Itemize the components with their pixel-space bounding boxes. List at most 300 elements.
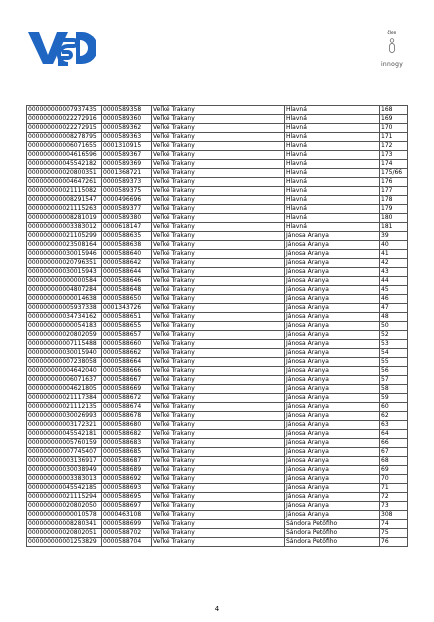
cell-house_number: 39	[380, 232, 408, 241]
table-row	[27, 124, 408, 133]
vsd-logo-icon	[26, 28, 96, 68]
cell-street: Veľké Trakany	[152, 304, 285, 313]
cell-house_number: 180	[380, 214, 408, 223]
cell-area: Hlavná	[285, 133, 380, 142]
cell-number: 0000588689	[102, 466, 152, 475]
cell-number: 0000588667	[102, 376, 152, 385]
cell-house_number: 179	[380, 205, 408, 214]
cell-eic: 000000000030026993	[27, 412, 102, 421]
cell-area: Jánosa Aranya	[285, 259, 380, 268]
table-row	[27, 268, 408, 277]
cell-area: Jánosa Aranya	[285, 268, 380, 277]
cell-area: Jánosa Aranya	[285, 439, 380, 448]
table-row	[27, 178, 408, 187]
cell-house_number: 178	[380, 196, 408, 205]
cell-house_number: 308	[380, 511, 408, 520]
cell-number: 0000588650	[102, 295, 152, 304]
cell-area: Jánosa Aranya	[285, 457, 380, 466]
cell-street: Veľké Trakany	[152, 394, 285, 403]
cell-house_number: 45	[380, 286, 408, 295]
cell-eic: 000000000000014638	[27, 295, 102, 304]
table-row	[27, 115, 408, 124]
table-row	[27, 457, 408, 466]
cell-house_number: 44	[380, 277, 408, 286]
cell-eic: 000000000008291547	[27, 196, 102, 205]
table-row	[27, 520, 408, 529]
cell-eic: 000000000030015943	[27, 268, 102, 277]
cell-eic: 000000000005937338	[27, 304, 102, 313]
cell-street: Veľké Trakany	[152, 259, 285, 268]
cell-area: Hlavná	[285, 124, 380, 133]
cell-number: 0000588687	[102, 457, 152, 466]
cell-eic: 000000000003383012	[27, 223, 102, 232]
cell-area: Jánosa Aranya	[285, 241, 380, 250]
cell-street: Veľké Trakany	[152, 277, 285, 286]
cell-street: Veľké Trakany	[152, 322, 285, 331]
cell-house_number: 58	[380, 385, 408, 394]
cell-house_number: 42	[380, 259, 408, 268]
partner-block	[372, 30, 412, 68]
table-row	[27, 430, 408, 439]
page-number: 4	[214, 605, 220, 613]
cell-eic: 000000000020802050	[27, 502, 102, 511]
cell-street: Veľké Trakany	[152, 484, 285, 493]
cell-house_number: 54	[380, 349, 408, 358]
cell-eic: 000000000021112135	[27, 403, 102, 412]
cell-number: 0000589380	[102, 214, 152, 223]
cell-house_number: 60	[380, 403, 408, 412]
cell-eic: 000000000045542182	[27, 160, 102, 169]
cell-area: Jánosa Aranya	[285, 295, 380, 304]
cell-street: Veľké Trakany	[152, 538, 285, 547]
cell-area: Jánosa Aranya	[285, 340, 380, 349]
cell-house_number: 174	[380, 160, 408, 169]
table-row	[27, 250, 408, 259]
table-row	[27, 502, 408, 511]
cell-house_number: 172	[380, 142, 408, 151]
cell-number: 0000588646	[102, 277, 152, 286]
cell-street: Veľké Trakany	[152, 502, 285, 511]
cell-house_number: 175/66	[380, 169, 408, 178]
cell-street: Veľké Trakany	[152, 232, 285, 241]
cell-street: Veľké Trakany	[152, 106, 285, 115]
cell-number: 0000588664	[102, 358, 152, 367]
cell-area: Jánosa Aranya	[285, 313, 380, 322]
cell-street: Veľké Trakany	[152, 196, 285, 205]
table-row	[27, 232, 408, 241]
cell-number: 0000588640	[102, 250, 152, 259]
cell-area: Jánosa Aranya	[285, 232, 380, 241]
cell-area: Jánosa Aranya	[285, 367, 380, 376]
table-row	[27, 205, 408, 214]
cell-street: Veľké Trakany	[152, 457, 285, 466]
cell-number: 0000588669	[102, 385, 152, 394]
cell-eic: 000000000020802051	[27, 529, 102, 538]
cell-number: 0000588662	[102, 349, 152, 358]
cell-house_number: 53	[380, 340, 408, 349]
cell-number: 0000588683	[102, 439, 152, 448]
cell-street: Veľké Trakany	[152, 214, 285, 223]
cell-eic: 000000000004647261	[27, 178, 102, 187]
cell-eic: 000000000021115294	[27, 493, 102, 502]
cell-house_number: 170	[380, 124, 408, 133]
cell-eic: 000000000008278795	[27, 133, 102, 142]
table-row	[27, 403, 408, 412]
cell-eic: 000000000006071637	[27, 376, 102, 385]
cell-eic: 000000000007745407	[27, 448, 102, 457]
table-row	[27, 475, 408, 484]
cell-house_number: 56	[380, 367, 408, 376]
cell-number: 0000588642	[102, 259, 152, 268]
cell-number: 0000588660	[102, 340, 152, 349]
cell-area: Jánosa Aranya	[285, 466, 380, 475]
cell-eic: 000000000021117384	[27, 394, 102, 403]
cell-area: Jánosa Aranya	[285, 349, 380, 358]
cell-street: Veľké Trakany	[152, 340, 285, 349]
cell-eic: 000000000000000584	[27, 277, 102, 286]
table-row	[27, 484, 408, 493]
cell-area: Sándora Petőfiho	[285, 520, 380, 529]
table-row	[27, 313, 408, 322]
table-row	[27, 448, 408, 457]
cell-number: 0000588699	[102, 520, 152, 529]
cell-street: Veľké Trakany	[152, 133, 285, 142]
cell-street: Veľké Trakany	[152, 529, 285, 538]
cell-house_number: 76	[380, 538, 408, 547]
table-row	[27, 385, 408, 394]
cell-eic: 000000000004642040	[27, 367, 102, 376]
table-row	[27, 340, 408, 349]
table-row	[27, 538, 408, 547]
cell-street: Veľké Trakany	[152, 403, 285, 412]
cell-street: Veľké Trakany	[152, 241, 285, 250]
table-row	[27, 367, 408, 376]
table-row	[27, 187, 408, 196]
cell-number: 0000618147	[102, 223, 152, 232]
table-row	[27, 493, 408, 502]
cell-number: 0000588672	[102, 394, 152, 403]
cell-house_number: 177	[380, 187, 408, 196]
cell-street: Veľké Trakany	[152, 223, 285, 232]
cell-number: 0000589367	[102, 151, 152, 160]
cell-eic: 000000000030015946	[27, 250, 102, 259]
table-row	[27, 151, 408, 160]
cell-area: Jánosa Aranya	[285, 322, 380, 331]
cell-area: Jánosa Aranya	[285, 394, 380, 403]
table-row	[27, 133, 408, 142]
cell-number: 0000588651	[102, 313, 152, 322]
cell-eic: 000000000021105299	[27, 232, 102, 241]
cell-street: Veľké Trakany	[152, 331, 285, 340]
cell-area: Hlavná	[285, 205, 380, 214]
cell-house_number: 70	[380, 475, 408, 484]
cell-area: Sándora Petőfiho	[285, 529, 380, 538]
cell-eic: 000000000007937435	[27, 106, 102, 115]
cell-street: Veľké Trakany	[152, 493, 285, 502]
cell-area: Jánosa Aranya	[285, 250, 380, 259]
cell-street: Veľké Trakany	[152, 124, 285, 133]
cell-eic: 000000000022272916	[27, 115, 102, 124]
cell-house_number: 168	[380, 106, 408, 115]
cell-number: 0000588648	[102, 286, 152, 295]
cell-eic: 000000000030038949	[27, 466, 102, 475]
cell-eic: 000000000004621805	[27, 385, 102, 394]
cell-number: 0000589375	[102, 187, 152, 196]
cell-eic: 000000000045542181	[27, 430, 102, 439]
cell-eic: 000000000005760159	[27, 439, 102, 448]
cell-house_number: 57	[380, 376, 408, 385]
cell-area: Hlavná	[285, 142, 380, 151]
table-row	[27, 277, 408, 286]
table-row	[27, 169, 408, 178]
cell-house_number: 46	[380, 295, 408, 304]
cell-eic: 000000000020796351	[27, 259, 102, 268]
cell-street: Veľké Trakany	[152, 475, 285, 484]
cell-area: Jánosa Aranya	[285, 484, 380, 493]
cell-area: Hlavná	[285, 223, 380, 232]
cell-house_number: 67	[380, 448, 408, 457]
cell-area: Hlavná	[285, 151, 380, 160]
cell-number: 0000589369	[102, 160, 152, 169]
cell-area: Jánosa Aranya	[285, 475, 380, 484]
cell-area: Hlavná	[285, 169, 380, 178]
cell-street: Veľké Trakany	[152, 142, 285, 151]
cell-street: Veľké Trakany	[152, 421, 285, 430]
cell-house_number: 62	[380, 412, 408, 421]
cell-area: Jánosa Aranya	[285, 304, 380, 313]
table-row	[27, 106, 408, 115]
cell-area: Jánosa Aranya	[285, 421, 380, 430]
cell-eic: 000000000021115263	[27, 205, 102, 214]
cell-number: 0001310915	[102, 142, 152, 151]
cell-number: 0000588695	[102, 493, 152, 502]
cell-house_number: 171	[380, 133, 408, 142]
cell-eic: 000000000001253829	[27, 538, 102, 547]
cell-street: Veľké Trakany	[152, 430, 285, 439]
cell-area: Jánosa Aranya	[285, 412, 380, 421]
cell-area: Jánosa Aranya	[285, 448, 380, 457]
table-row	[27, 286, 408, 295]
table-row	[27, 511, 408, 520]
cell-eic: 000000000034734162	[27, 313, 102, 322]
cell-number: 0000589360	[102, 115, 152, 124]
cell-area: Jánosa Aranya	[285, 376, 380, 385]
cell-street: Veľké Trakany	[152, 160, 285, 169]
table-row	[27, 358, 408, 367]
cell-eic: 000000000008280341	[27, 520, 102, 529]
cell-street: Veľké Trakany	[152, 466, 285, 475]
table-row	[27, 259, 408, 268]
cell-street: Veľké Trakany	[152, 178, 285, 187]
cell-eic: 000000000000010578	[27, 511, 102, 520]
cell-area: Jánosa Aranya	[285, 430, 380, 439]
cell-street: Veľké Trakany	[152, 520, 285, 529]
cell-number: 0000588680	[102, 421, 152, 430]
cell-house_number: 52	[380, 331, 408, 340]
cell-area: Jánosa Aranya	[285, 286, 380, 295]
cell-number: 0001343726	[102, 304, 152, 313]
cell-street: Veľké Trakany	[152, 151, 285, 160]
cell-area: Sándora Petőfiho	[285, 538, 380, 547]
cell-area: Hlavná	[285, 214, 380, 223]
cell-house_number: 63	[380, 421, 408, 430]
partner-prefix: člen	[387, 30, 397, 35]
partner-logo-icon	[386, 38, 398, 54]
table-row	[27, 412, 408, 421]
table-row	[27, 160, 408, 169]
cell-house_number: 71	[380, 484, 408, 493]
cell-eic: 000000000007238058	[27, 358, 102, 367]
cell-eic: 000000000006071655	[27, 142, 102, 151]
cell-number: 0000588674	[102, 403, 152, 412]
cell-eic: 000000000007115488	[27, 340, 102, 349]
table-row	[27, 241, 408, 250]
cell-number: 0000463108	[102, 511, 152, 520]
cell-street: Veľké Trakany	[152, 268, 285, 277]
cell-house_number: 55	[380, 358, 408, 367]
cell-number: 0000588682	[102, 430, 152, 439]
cell-house_number: 73	[380, 502, 408, 511]
table-row	[27, 223, 408, 232]
table-row	[27, 295, 408, 304]
cell-street: Veľké Trakany	[152, 250, 285, 259]
table-row	[27, 349, 408, 358]
table-row	[27, 421, 408, 430]
cell-street: Veľké Trakany	[152, 511, 285, 520]
cell-number: 0000588697	[102, 502, 152, 511]
cell-house_number: 48	[380, 313, 408, 322]
table-row	[27, 439, 408, 448]
cell-house_number: 173	[380, 151, 408, 160]
cell-area: Hlavná	[285, 196, 380, 205]
cell-house_number: 169	[380, 115, 408, 124]
address-table	[26, 105, 408, 547]
cell-area: Jánosa Aranya	[285, 331, 380, 340]
cell-house_number: 59	[380, 394, 408, 403]
cell-street: Veľké Trakany	[152, 313, 285, 322]
cell-house_number: 181	[380, 223, 408, 232]
cell-street: Veľké Trakany	[152, 448, 285, 457]
cell-eic: 000000000003136917	[27, 457, 102, 466]
cell-house_number: 47	[380, 304, 408, 313]
cell-number: 0000588638	[102, 241, 152, 250]
cell-house_number: 40	[380, 241, 408, 250]
table-row	[27, 331, 408, 340]
cell-area: Jánosa Aranya	[285, 502, 380, 511]
cell-number: 0000588702	[102, 529, 152, 538]
cell-number: 0000589358	[102, 106, 152, 115]
cell-eic: 000000000022272915	[27, 124, 102, 133]
table-row	[27, 529, 408, 538]
cell-house_number: 74	[380, 520, 408, 529]
cell-eic: 000000000000054183	[27, 322, 102, 331]
cell-number: 0000588644	[102, 268, 152, 277]
table-row	[27, 376, 408, 385]
cell-eic: 000000000004807284	[27, 286, 102, 295]
cell-house_number: 64	[380, 430, 408, 439]
cell-street: Veľké Trakany	[152, 169, 285, 178]
cell-eic: 000000000021115082	[27, 187, 102, 196]
cell-street: Veľké Trakany	[152, 385, 285, 394]
cell-eic: 000000000030015940	[27, 349, 102, 358]
cell-eic: 000000000003172321	[27, 421, 102, 430]
table-row	[27, 394, 408, 403]
cell-number: 0000588692	[102, 475, 152, 484]
cell-area: Jánosa Aranya	[285, 403, 380, 412]
cell-street: Veľké Trakany	[152, 286, 285, 295]
cell-house_number: 176	[380, 178, 408, 187]
cell-area: Hlavná	[285, 160, 380, 169]
cell-eic: 000000000020802059	[27, 331, 102, 340]
partner-brand: innogy	[380, 61, 404, 68]
table-row	[27, 142, 408, 151]
table-row	[27, 214, 408, 223]
cell-area: Jánosa Aranya	[285, 277, 380, 286]
cell-number: 0000588693	[102, 484, 152, 493]
cell-number: 0000588657	[102, 331, 152, 340]
cell-house_number: 75	[380, 529, 408, 538]
cell-street: Veľké Trakany	[152, 349, 285, 358]
cell-number: 0000589362	[102, 124, 152, 133]
table-row	[27, 196, 408, 205]
cell-number: 0000588678	[102, 412, 152, 421]
cell-area: Jánosa Aranya	[285, 358, 380, 367]
cell-eic: 000000000045542185	[27, 484, 102, 493]
cell-house_number: 69	[380, 466, 408, 475]
cell-street: Veľké Trakany	[152, 187, 285, 196]
cell-number: 0000588666	[102, 367, 152, 376]
cell-number: 0000589373	[102, 178, 152, 187]
cell-area: Hlavná	[285, 106, 380, 115]
cell-area: Jánosa Aranya	[285, 493, 380, 502]
cell-street: Veľké Trakany	[152, 115, 285, 124]
cell-area: Jánosa Aranya	[285, 385, 380, 394]
cell-number: 0000588635	[102, 232, 152, 241]
cell-area: Jánosa Aranya	[285, 511, 380, 520]
table-row	[27, 322, 408, 331]
cell-street: Veľké Trakany	[152, 205, 285, 214]
cell-house_number: 68	[380, 457, 408, 466]
cell-street: Veľké Trakany	[152, 358, 285, 367]
cell-house_number: 43	[380, 268, 408, 277]
cell-street: Veľké Trakany	[152, 295, 285, 304]
cell-number: 0000588704	[102, 538, 152, 547]
cell-eic: 000000000023508164	[27, 241, 102, 250]
cell-area: Hlavná	[285, 115, 380, 124]
cell-number: 0001368721	[102, 169, 152, 178]
cell-eic: 000000000004616596	[27, 151, 102, 160]
cell-number: 0000589363	[102, 133, 152, 142]
cell-eic: 000000000003383013	[27, 475, 102, 484]
cell-number: 0000588655	[102, 322, 152, 331]
vsd-logo	[26, 28, 96, 68]
cell-number: 0000589377	[102, 205, 152, 214]
cell-street: Veľké Trakany	[152, 439, 285, 448]
cell-area: Hlavná	[285, 178, 380, 187]
cell-eic: 000000000020800351	[27, 169, 102, 178]
table-row	[27, 466, 408, 475]
cell-number: 0000496696	[102, 196, 152, 205]
cell-street: Veľké Trakany	[152, 412, 285, 421]
cell-street: Veľké Trakany	[152, 376, 285, 385]
cell-house_number: 50	[380, 322, 408, 331]
cell-house_number: 72	[380, 493, 408, 502]
cell-eic: 000000000008281019	[27, 214, 102, 223]
cell-number: 0000588685	[102, 448, 152, 457]
cell-area: Hlavná	[285, 187, 380, 196]
cell-house_number: 41	[380, 250, 408, 259]
table-row	[27, 304, 408, 313]
